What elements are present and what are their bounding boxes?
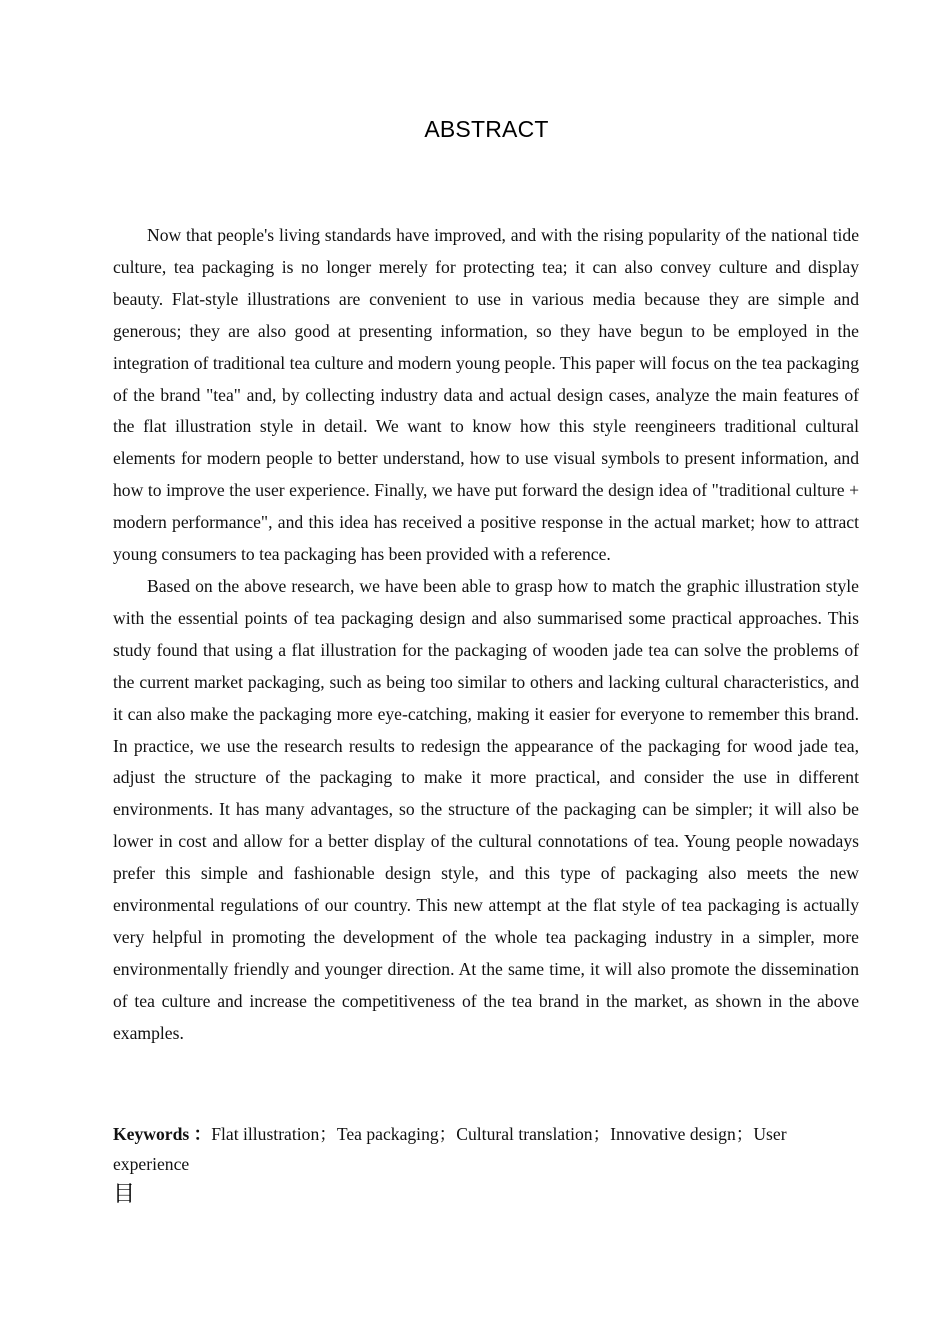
- abstract-title: ABSTRACT: [424, 116, 549, 142]
- toc-heading-fragment: 目: [113, 1182, 136, 1207]
- keywords-line: [113, 1119, 859, 1179]
- keywords-text: Flat illustration；Tea packaging；Cultural translation；Innovative design；User experience: [113, 1124, 787, 1174]
- abstract-paragraph-2: Based on the above research, we have been able to grasp how to match the graphic illustration style with the essential points of tea packaging design and also summarised some practical approaches. This study found that using a flat illustration for the packaging of wooden jade tea can solve the problems of the current market packaging, such as being too similar to others and lacking cultural characteristics, and it can also make the packaging more eye-catching, making it easier for everyone to remember this brand. In practice, we use the research results to redesign the appearance of the packaging for wood jade tea, adjust the structure of the packaging to make it more practical, and consider the use in different environments. It has many advantages, so the structure of the packaging can be simpler; it will also be lower in cost and allow for a better display of the cultural connotations of tea. Young people nowadays prefer this simple and fashionable design style, and this type of packaging also meets the new environmental regulations of our country. This new attempt at the flat style of tea packaging is actually very helpful in promoting the development of the whole tea packaging industry in a simpler, more environmentally friendly and younger direction. At the same time, it will also promote the dissemination of tea culture and increase the competitiveness of the tea brand in the market, as shown in the above examples.: [113, 575, 859, 1043]
- abstract-paragraph-1: Now that people's living standards have improved, and with the rising popularity of the national tide culture, tea packaging is no longer merely for protecting tea; it can also convey culture and display beauty. Flat-style illustrations are convenient to use in various media because they are simple and generous; they are also good at presenting information, so they have begun to be employed in the integration of traditional tea culture and modern young people. This paper will focus on the tea packaging of the brand "tea" and, by collecting industry data and actual design cases, analyze the main features of the flat illustration style in detail. We want to know how this style reengineers traditional cultural elements for modern people to better understand, how to use visual symbols to present information, and how to improve the user experience. Finally, we have put forward the design idea of "traditional culture + modern performance", and this idea has received a positive response in the actual market; how to attract young consumers to tea packaging has been provided with a reference.: [113, 225, 859, 565]
- abstract-body: [113, 220, 859, 1050]
- keywords-label: Keywords ：: [113, 1124, 212, 1144]
